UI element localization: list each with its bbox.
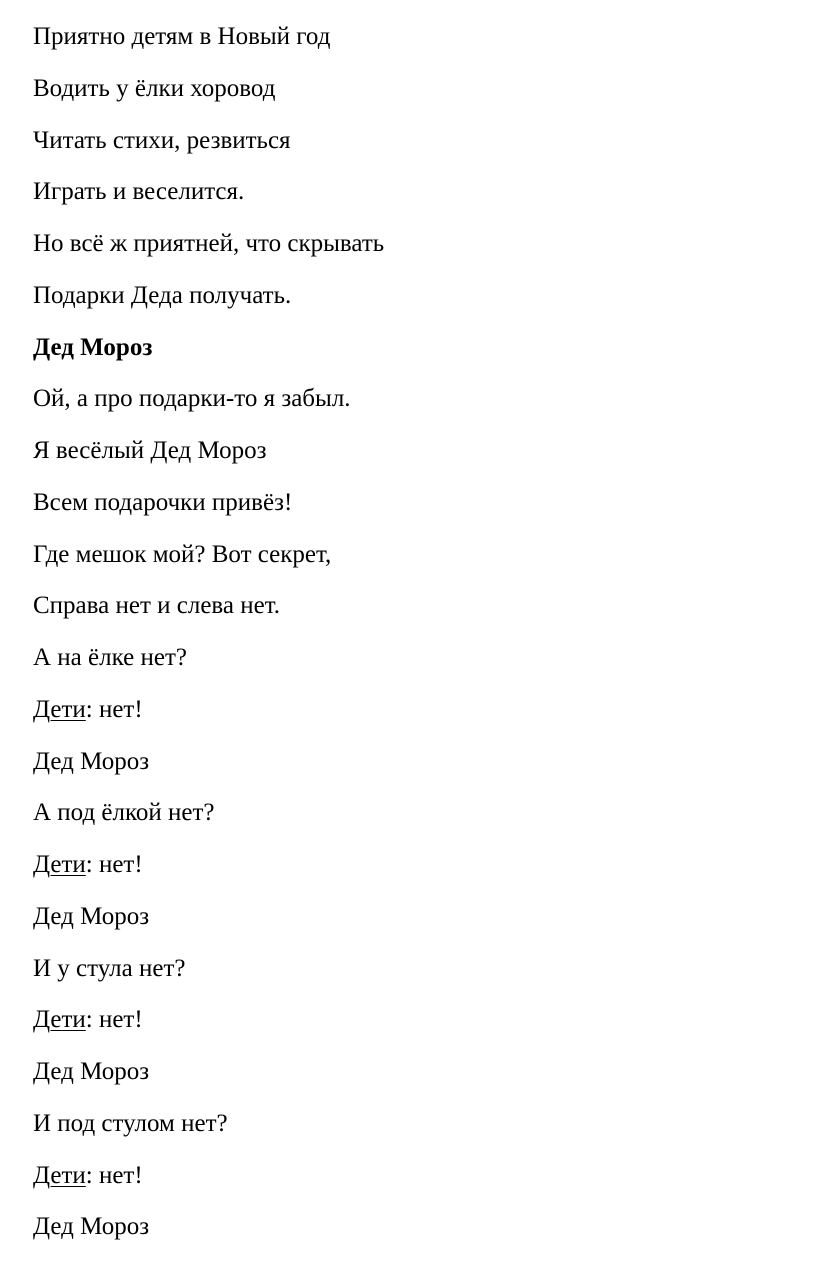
verse-line: Всем подарочки привёз! [33, 488, 293, 516]
verse-line: А под ёлкой нет? [33, 799, 215, 827]
children-reply [33, 1000, 793, 1052]
verse-line: Справа нет и слева нет. [33, 592, 281, 620]
verse-line: Но всё ж приятней, что скрывать [33, 230, 385, 257]
reply-text: : нет! [85, 851, 143, 878]
speaker-name: Дед Мороз [33, 902, 150, 930]
verse-line: Приятно детям в Новый год [33, 23, 331, 50]
verse-line: Водить у ёлки хоровод [33, 74, 276, 102]
speaker-name: Дед Мороз [33, 1213, 150, 1241]
children-reply [33, 690, 793, 742]
verse-line: А на ёлке нет? [33, 644, 187, 671]
verse-line: Ой, а про подарки-то я забыл. [33, 385, 351, 413]
speaker-heading: Дед Мороз [33, 333, 153, 361]
speaker-label: Дети [33, 1006, 86, 1034]
document-page [33, 17, 793, 1259]
verse-line: Подарки Деда получать. [33, 281, 292, 309]
speaker-name: Дед Мороз [33, 1058, 150, 1085]
verse-line: Где мешок мой? Вот секрет, [33, 540, 332, 568]
speaker-label: Дети [33, 695, 86, 723]
reply-text: : нет! [85, 1006, 143, 1034]
verse-line: И у стула нет? [33, 954, 186, 982]
verse-line: Читать стихи, резвиться [33, 126, 291, 154]
speaker-label: Дети [33, 851, 86, 878]
verse-line: Играть и веселится. [33, 178, 245, 206]
speaker-label: Дети [33, 1161, 86, 1189]
reply-text: : нет! [85, 695, 143, 723]
children-reply [33, 1156, 793, 1208]
verse-line: Я весёлый Дед Мороз [33, 437, 267, 464]
reply-text: : нет! [85, 1161, 143, 1189]
speaker-name: Дед Мороз [33, 747, 150, 775]
children-reply [33, 845, 793, 897]
verse-line: И под стулом нет? [33, 1109, 228, 1137]
